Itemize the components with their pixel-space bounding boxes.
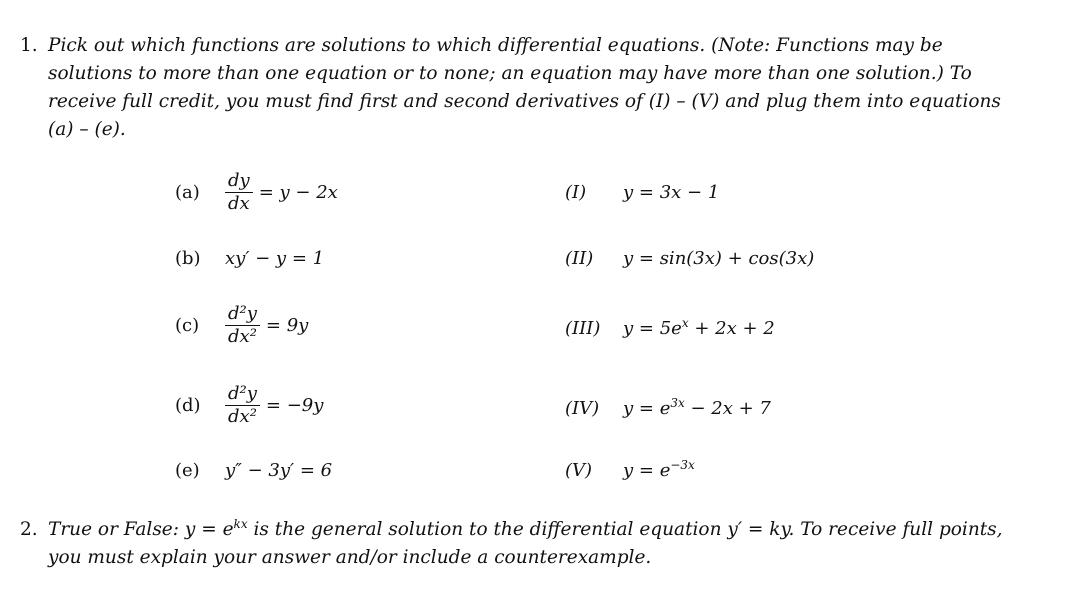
fraction-numerator: d²y (228, 383, 257, 404)
fraction-numerator: dy (228, 170, 250, 191)
equation-a-rhs: = y − 2x (258, 182, 338, 203)
function-3-exponent: x (681, 316, 689, 330)
problem-1-number: 1. (20, 35, 38, 56)
problem-1-text: Pick out which functions are solutions to which differential equations. (Note: Functions may be solutions to more than one equation or to none; an equation may have more than one solution.) To receive full credit, you must find first and second derivatives of (I) – (V) and plug them into equations (a) – (e). (48, 35, 1001, 140)
equation-d-rhs: = −9y (265, 395, 324, 416)
function-5-label: (V) (565, 460, 593, 481)
function-4-base: y = e (623, 398, 671, 419)
equation-c-rhs: = 9y (265, 315, 309, 336)
function-4-rest: − 2x + 7 (684, 398, 771, 419)
equation-e (175, 460, 332, 481)
function-3-base: y = 5e (623, 318, 682, 339)
function-3 (565, 318, 775, 339)
equation-b-expr: xy′ − y = 1 (225, 248, 325, 269)
fraction-denominator: dx (225, 192, 253, 215)
function-3-label: (III) (565, 318, 601, 339)
fraction-denominator: dx² (225, 325, 260, 348)
equation-c-label: (c) (175, 315, 200, 336)
function-1 (565, 182, 719, 203)
function-4-exponent: 3x (670, 396, 685, 410)
function-2 (565, 248, 814, 269)
function-2-expr: y = sin(3x) + cos(3x) (623, 248, 815, 269)
function-1-label: (I) (565, 182, 587, 203)
equation-e-label: (e) (175, 460, 200, 481)
problem-2-text-start: True or False: y = e (48, 519, 234, 540)
function-4 (565, 398, 771, 419)
problem-2-text-end: is the general solution to the differential equation y′ = ky. To receive full points, you must explain your answer and/or include a counterexample. (48, 519, 1003, 568)
equation-d (175, 383, 323, 428)
problem-1 (20, 32, 1020, 144)
problem-2-exponent: kx (233, 516, 248, 531)
fraction-denominator: dx² (225, 405, 260, 428)
function-5 (565, 460, 695, 481)
equation-c-fraction (225, 303, 260, 348)
equation-b (175, 248, 324, 269)
problem-2 (20, 516, 1020, 572)
equation-d-fraction (225, 383, 260, 428)
problem-2-number: 2. (20, 519, 38, 540)
function-2-label: (II) (565, 248, 594, 269)
function-4-expr (623, 398, 771, 419)
function-1-expr: y = 3x − 1 (623, 182, 720, 203)
function-3-expr (623, 318, 775, 339)
function-5-base: y = e (623, 460, 671, 481)
equation-d-label: (d) (175, 395, 201, 416)
equation-a-label: (a) (175, 182, 200, 203)
equation-b-label: (b) (175, 248, 201, 269)
equation-e-expr: y″ − 3y′ = 6 (225, 460, 333, 481)
equation-a-fraction (225, 170, 253, 215)
equation-a (175, 170, 338, 215)
function-4-label: (IV) (565, 398, 600, 419)
fraction-numerator: d²y (228, 303, 257, 324)
problem-2-text (48, 516, 1020, 572)
equation-c (175, 303, 308, 348)
function-3-rest: + 2x + 2 (688, 318, 775, 339)
function-5-exponent: −3x (670, 458, 695, 472)
function-5-expr (623, 460, 695, 481)
